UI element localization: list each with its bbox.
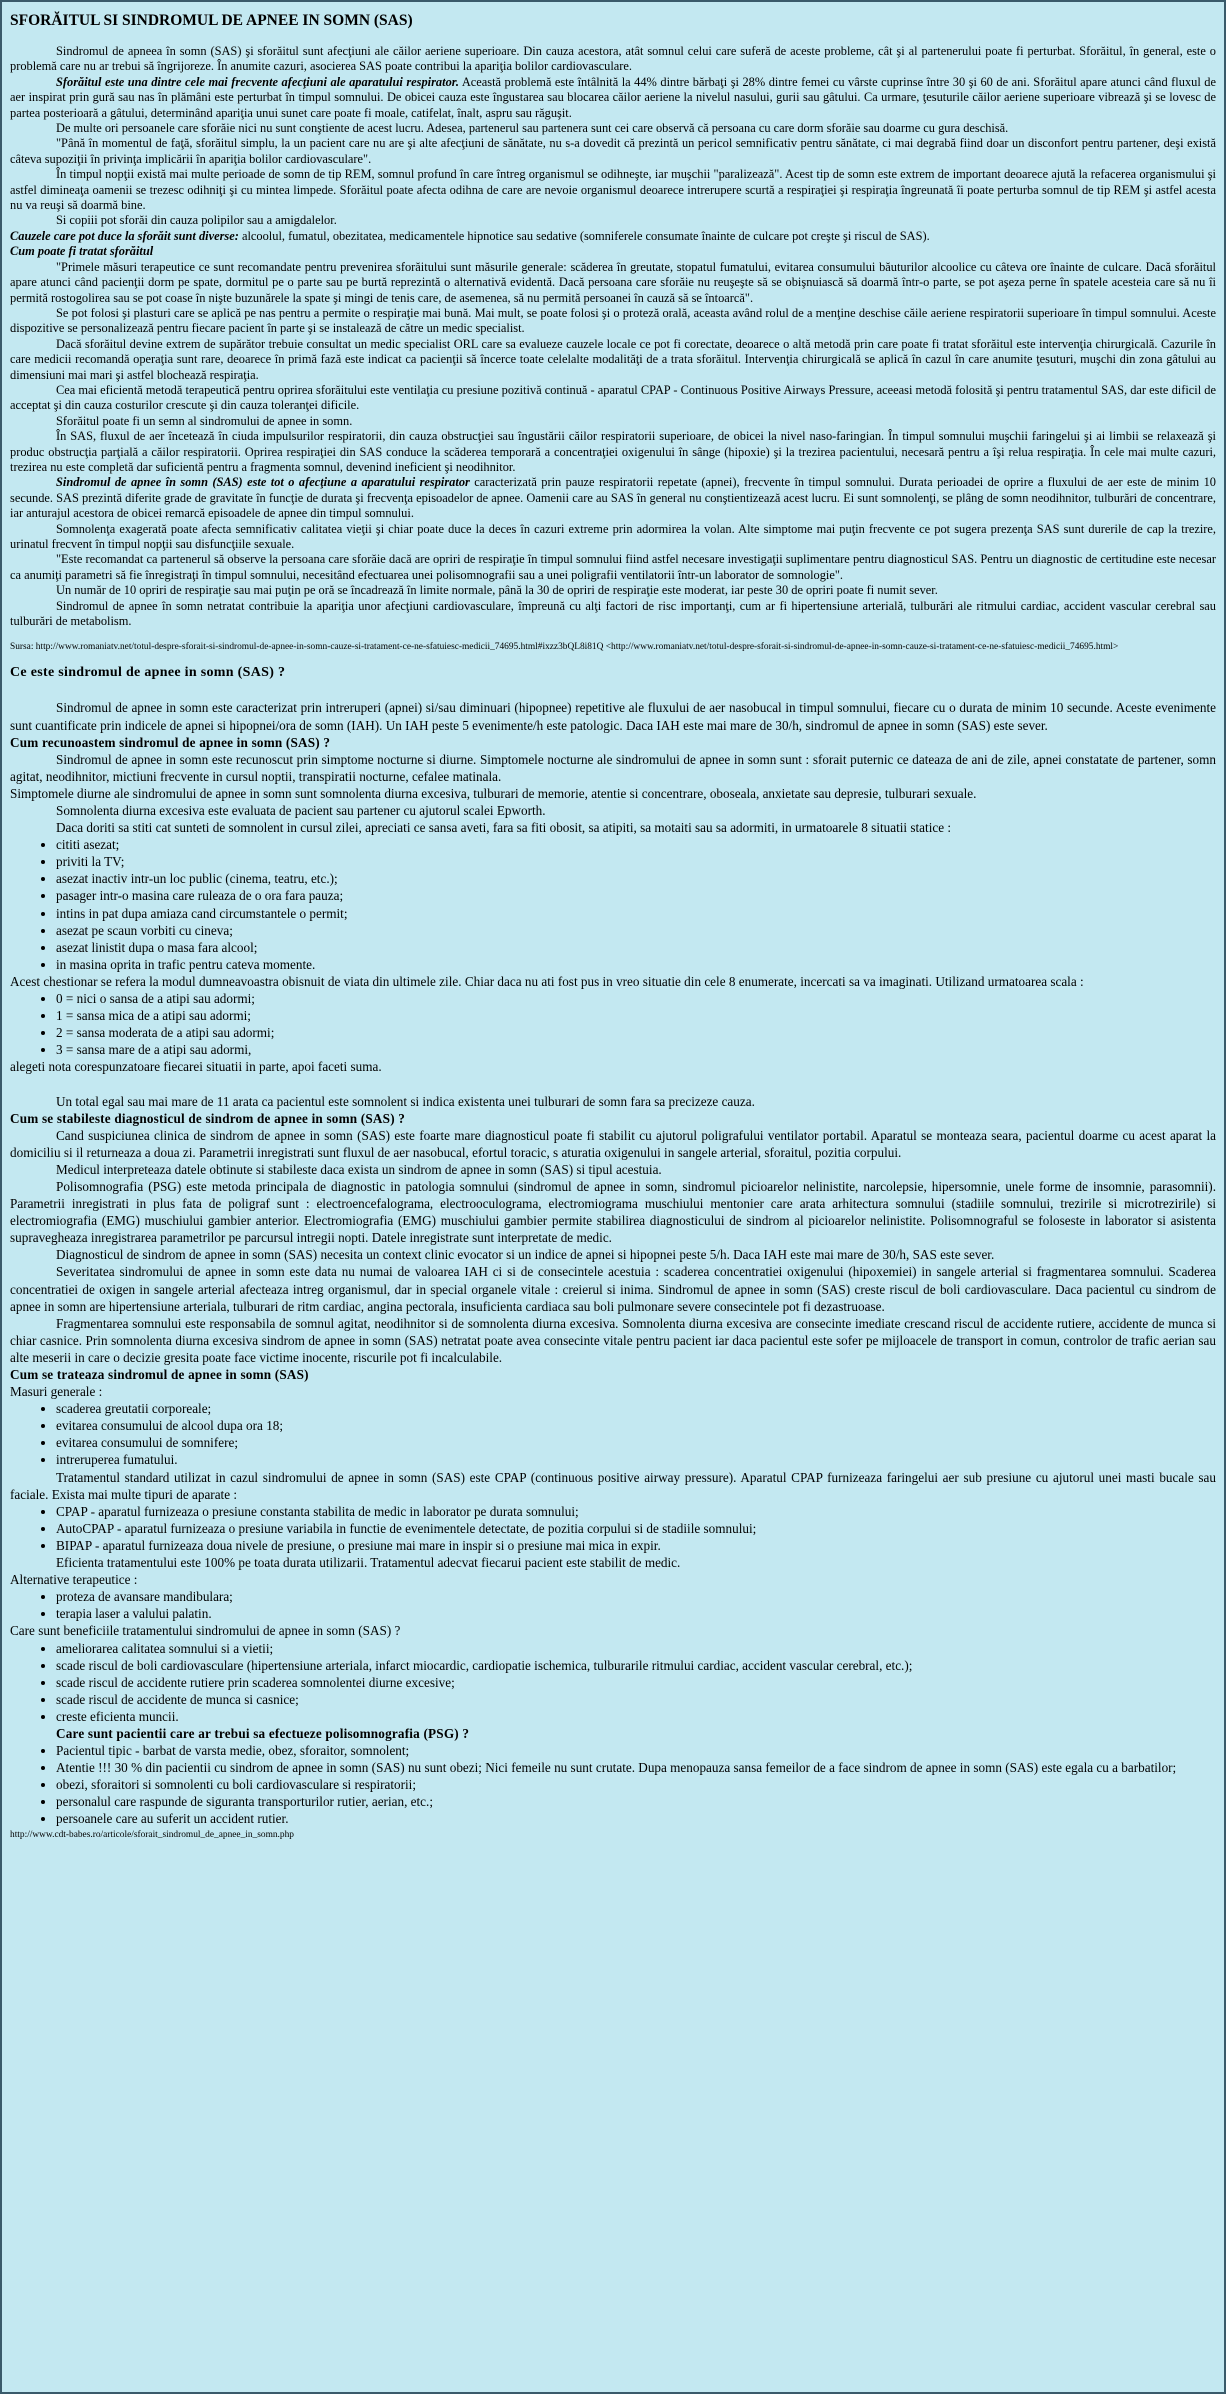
paragraph: Acest chestionar se refera la modul dumneavoastra obisnuit de viata din ultimele zile. Chiar daca nu ati fost pus in vreo situatie din cele 8 enumerate, incercati sa va imaginati. Utilizand urmatoarea scala : [10,973,1084,989]
footer-source-link[interactable]: http://www.cdt-babes.ro/articole/sforait_sindromul_de_apnee_in_somn.php [10,1829,294,1840]
paragraph: Polisomnografia (PSG) este metoda principala de diagnostic in patologia somnului (sindromul de apnee in somn, sindromul picioarelor nelinistite, narcolepsie, hipersomnie, unele forme de insomnie, parasomnii). Parametrii inregistrati in plus fata de poligraf sunt : electroencefalograma, electrooculograma, electromiograma muschiului mentonier care arata arhitectura somnului (stadiile somnului, trezirile si microtrezirile) si electromiografia (EMG) muschiului gambier anterior. Electromiografia (EMG) muschiului gambier permite stabilirea diagnosticului de sindrom al picioarelor nelinistite. Polisomnograful se foloseste in laborator si asistenta supravegheaza inregistrarea parametrilor pe parcursul intregii nopti. Datele inregistrate sunt interpretate de medic. [10,1178,1216,1246]
list-item: • 0 = nici o sansa de a atipi sau adormi; [56,990,1216,1007]
list-item: • AutoCPAP - aparatul furnizeaza o presiune variabila in functie de evenimentele detectate, de pozitia corpului si de stadiile somnului; [56,1520,1216,1537]
list-item: • creste eficienta muncii. [56,1708,1216,1725]
paragraph: În timpul nopţii există mai multe perioade de somn de tip REM, somnul profund în care întreg organismul se odihneşte, iar muşchii "paralizează". Acest tip de somn este extrem de important deoarece ajută la refacerea organismului şi astfel dimineaţa oamenii se trezesc odihniţi şi cu mintea limpede. Sforăitul poate afecta odihna de care are nevoie organismul deoarece intrerupere scurtă a respiraţiei şi respiraţia îngreunată îi poate perturba somnul de tip REM şi astfel acesta nu va reuşi să doarmă bine. [10,167,1216,213]
paragraph-text: alcoolul, fumatul, obezitatea, medicamentele hipnotice sau sedative (somniferele consumate înainte de culcare pot creşte şi riscul de SAS). [238,228,930,243]
situations-list [10,836,1216,973]
list-item: • obezi, sforaitori si somnolenti cu boli cardiovasculare si respiratorii; [56,1776,1216,1793]
list-item: • cititi asezat; [56,836,1216,853]
list-item: • intins in pat dupa amiaza cand circumstantele o permit; [56,905,1216,922]
paragraph: În SAS, fluxul de aer încetează în ciuda impulsurilor respiratorii, din cauza obstrucţiei sau îngustării căilor respiratorii superioare, de obicei la nivel naso-faringian. În timpul somnului muşchii faringelui şi ai limbii se relaxează şi produc obstrucţia parţială a căilor respiratorii. Oprirea respiraţiei din SAS conduce la scăderea temporară a concentraţiei oxigenului în sânge (hipoxie) şi la trezirea pacientului, necesară pentru a îşi relua respiraţia. În cele mai multe cazuri, trezirea nu este completă dar suficientă pentru a fragmenta somnul, devenind ineficient şi neodihnitor. [10,429,1216,474]
paragraph: Sindromul de apnee in somn este caracterizat prin intreruperi (apnei) si/sau diminuari (hipopnee) repetitive ale fluxului de aer nasobucal in timpul somnului, fiecare cu o durata de minim 10 secunde. Aceste evenimente sunt cuantificate prin indicele de apnei si hipopnei/ora de somn (IAH). Un IAH peste 5 evenimente/h este patologic. Daca IAH este mai mare de 30/h, sindromul de apnee in somn (SAS) este sever. [10,700,1216,733]
section-heading: Cum poate fi tratat sforăitul [10,244,154,259]
list-item: • persoanele care au suferit un accident rutier. [56,1810,1216,1827]
paragraph: Un număr de 10 opriri de respiraţie sau mai puţin pe oră se încadrează în limite normale, până la 30 de opriri de respiraţie este moderat, iar peste 30 de opriri poate fi numit sever. [56,583,938,598]
paragraph: Cea mai eficientă metodă terapeutică pentru oprirea sforăitului este ventilaţia cu presiune pozitivă continuă - aparatul CPAP - Continuous Positive Airways Pressure, aceeasi metodă folosită şi pentru tratamentul SAS, dar este dificil de acceptat şi din cauza costurilor crescute şi din cauza toleranţei dificile. [10,382,1216,413]
list-item: • Pacientul tipic - barbat de varsta medie, obez, sforaitor, somnolent; [56,1742,1216,1759]
list-item: • personalul care raspunde de siguranta transporturilor rutier, aerian, etc.; [56,1793,1216,1810]
emphasis-text: Sforăitul este una dintre cele mai frecvente afecţiuni ale aparatului respirator. [56,74,459,89]
list-label: Care sunt beneficiile tratamentului sindromului de apnee in somn (SAS) ? [10,1623,401,1639]
paragraph: Si copiii pot sforăi din cauza polipilor sau a amigdalelor. [56,213,337,228]
quote-paragraph: "Este recomandat ca partenerul să observe la persoana care sforăie dacă are opriri de respiraţie în timpul somnului fiind astfel necesare investigaţii suplimentare pentru diagnosticul SAS. Pentru un diagnostic de certitudine este necesar ca anumiţi parametri să fie înregistraţi în timpul somnului, necesitând efectuarea unei polisomnografii sau a unei poligrafii ventilatorii într-un laborator de somnologie". [10,552,1216,582]
paragraph: Se pot folosi şi plasturi care se aplică pe nas pentru a permite o respiraţie mai bună. Mai mult, se poate folosi şi o proteză orală, aceasta având rolul de a menţine deschise căile aeriene respiratorii superioare în timpul somnului. Aceste dispozitive se personalizează pentru fiecare pacient în parte şi se instalează de către un medic specialist. [10,305,1216,336]
article-sas [10,699,1216,1827]
spacer [10,1076,1216,1093]
list-item: • evitarea consumului de alcool dupa ora 18; [56,1417,1216,1434]
paragraph: De multe ori persoanele care sforăie nici nu sunt conştiente de acest lucru. Adesea, partenerul sau partenera sunt cei care observă că persoana cu care dorm sforăie sau doarme cu gura deschisă. [56,121,1009,136]
paragraph: Sindromul de apneea în somn (SAS) şi sforăitul sunt afecţiuni ale căilor aeriene superioare. Din cauza acestora, atât somnul celui care suferă de aceste probleme, cât şi al partenerului poate fi perturbat. Sforăitul, în general, este o problemă care nu ar trebui să îngrijoreze. În anumite cazuri, asocierea SAS poate contribui la apariţia bolilor cardiovasculare. [10,44,1216,74]
list-item: • terapia laser a valului palatin. [56,1605,1216,1622]
list-item: • BIPAP - aparatul furnizeaza doua nivele de presiune, o presiune mai mare in inspir si o presiune mai mica in expir. [56,1537,1216,1554]
paragraph: Medicul interpreteaza datele obtinute si stabileste daca exista un sindrom de apnee in somn (SAS) si tipul acestuia. [56,1161,662,1177]
list-label: Alternative terapeutice : [10,1572,138,1588]
list-item: • 3 = sansa mare de a atipi sau adormi, [56,1041,1216,1058]
paragraph: Eficienta tratamentului este 100% pe toata durata utilizarii. Tratamentul adecvat fiecarui pacient este stabilit de medic. [56,1555,681,1571]
document-content [10,12,1216,1841]
list-item: • CPAP - aparatul furnizeaza o presiune constanta stabilita de medic in laborator pe durata somnului; [56,1503,1216,1520]
article-snoring [10,44,1216,629]
list-item: • scade riscul de accidente rutiere prin scaderea somnolentei diurne excesive; [56,1674,1216,1691]
paragraph: Dacă sforăitul devine extrem de supărător trebuie consultat un medic specialist ORL care sa evalueze cauzele locale ce pot fi corectate, deoarece o altă metodă prin care poate fi tratat sforăitul este intervenţia chirurgicală. Cazurile în care medicii recomandă operaţia sunt rare, deoarece în primă fază este indicat ca pacienţii să încerce toate celelalte modalităţi de a trata sforăitul. Intervenţia chirurgicală se aplică în cazul în care anumite ţesuturi, muşchi din zona gâtului au dimensiuni mai mari şi astfel blochează respiraţia. [10,336,1216,382]
paragraph: Somnolenta diurna excesiva este evaluata de pacient sau partener cu ajutorul scalei Epworth. [56,803,546,818]
list-item: • priviti la TV; [56,853,1216,870]
paragraph: Daca doriti sa stiti cat sunteti de somnolent in cursul zilei, apreciati ce sansa aveti, fara sa fiti obosit, sa atipiti, sa motaiti sau sa adormiti, in urmatoarele 8 situatii statice : [56,820,952,836]
paragraph: Sforăitul poate fi un semn al sindromului de apnee in somn. [56,413,353,428]
paragraph: Sindromul de apnee în somn netratat contribuie la apariţia unor afecţiuni cardiovasculare, împreună cu alţi factori de risc importanţi, cum ar fi hipertensiune arterială, tulburări ale ritmului cardiac, accident vascular cerebral sau tulburări de metabolism. [10,598,1216,629]
source-link[interactable]: Sursa: http://www.romaniatv.net/totul-despre-sforait-si-sindromul-de-apnee-in-somn-cauze-si-tratament-ce-ne-sfatuiesc-medicii_74695.html#ixzz3bQL8i81Q <http://www.romaniatv.net/totul-despre-sforait-si-sindromul-de-apnee-in-somn-cauze-si-tratament-ce-ne-sfatuiesc-medicii_74695.html> [10,642,1119,653]
list-item: • in masina oprita in trafic pentru cateva momente. [56,956,1216,973]
list-item: • scaderea greutatii corporeale; [56,1400,1216,1417]
paragraph: Simptomele diurne ale sindromului de apnee in somn sunt somnolenta diurna excesiva, tulburari de memorie, atentie si concentrare, oboseala, anxietate sau depresie, tulburari sexuale. [10,785,977,801]
scale-list [10,990,1216,1058]
benefits-list [10,1640,1216,1725]
section-heading: Cum recunoastem sindromul de apnee in somn (SAS) ? [10,734,331,750]
paragraph: Diagnosticul de sindrom de apnee in somn (SAS) necesita un context clinic evocator si un indice de apnei si hipopnei peste 5/h. Daca IAH este mai mare de 30/h, SAS este sever. [56,1247,995,1263]
list-item: • asezat inactiv intr-un loc public (cinema, teatru, etc.); [56,870,1216,887]
devices-list [10,1503,1216,1554]
list-label: Masuri generale : [10,1384,103,1400]
section-heading: Ce este sindromul de apnee in somn (SAS) ? [10,665,286,681]
list-item: • asezat pe scaun vorbiti cu cineva; [56,922,1216,939]
paragraph: Somnolenţa exagerată poate afecta semnificativ calitatea vieţii şi chiar poate duce la deces în cazuri extreme prin adormirea la volan. Alte simptome mai puţin frecvente ce pot sugera prezenţa SAS sunt durerile de cap la trezire, urinatul frecvent în timpul nopţii sau disfuncţiile sexuale. [10,521,1216,551]
quote-paragraph: "Până în momentul de faţă, sforăitul simplu, la un pacient care nu are şi alte afecţiuni de sănătate, nu s-a dovedit că prezintă un pericol semnificativ pentru sănătate, ci mai degrabă fiind doar un disconfort pentru partener, deşi există câteva supoziţii în privinţa implicării în apariţia bolilor cardiovasculare". [10,136,1216,166]
paragraph [10,475,1216,521]
article-title: SFORĂITUL SI SINDROMUL DE APNEE IN SOMN (SAS) [10,12,413,29]
paragraph: alegeti nota corespunzatoare fiecarei situatii in parte, apoi faceti suma. [10,1059,382,1075]
list-item: • proteza de avansare mandibulara; [56,1588,1216,1605]
paragraph-text: caracterizată prin pauze respiratorii repetate (apnei), frecvente în timpul somnului. Durata perioadei de oprire a fluxului de aer este de minim 10 secunde. SAS prezintă diferite grade de gravitate în funcţie de durata şi frecvenţa episoadelor de apnee. Oamenii care au SAS în general nu conştientizează acest lucru. Ei sunt somnolenţi, se plâng de somn neodihnitor, tulburări de concentrare, iar anturajul acestora de obicei remarcă episoadele de apnee din timpul somnului. [10,475,1216,521]
paragraph: Un total egal sau mai mare de 11 arata ca pacientul este somnolent si indica existenta unei tulburari de somn fara sa precizeze cauza. [56,1093,755,1109]
paragraph: Sindromul de apnee in somn este recunoscut prin simptome nocturne si diurne. Simptomele nocturne ale sindromului de apnee in somn sunt : sforait puternic ce dateaza de ani de zile, apnei constatate de partener, somn agitat, neodihnitor, mictiuni frecvente in cursul noptii, transpiratii nocturne, cefalee matinala. [10,751,1216,784]
emphasis-text: Sindromul de apnee în somn (SAS) este tot o afecţiune a aparatului respirator [56,475,470,490]
list-item: • pasager intr-o masina care ruleaza de o ora fara pauza; [56,887,1216,904]
list-item: • ameliorarea calitatea somnului si a vietii; [56,1640,1216,1657]
section-heading: Cum se stabileste diagnosticul de sindrom de apnee in somn (SAS) ? [10,1110,406,1126]
list-item: • Atentie !!! 30 % din pacientii cu sindrom de apnee in somn (SAS) nu sunt obezi; Nici femeile nu sunt crutate. Dupa menopauza sansa femeilor de a face sindrom de apnee in somn (SAS) este egala cu a barbatilor; [56,1759,1216,1776]
paragraph-text: Această problemă este întâlnită la 44% dintre bărbaţi şi 28% dintre femei cu vârste cuprinse între 30 şi 60 de ani. Sforăitul apare atunci când fluxul de aer inspirat prin gură sau nas în plămâni este perturbat în timpul somnului. De obicei cauza este îngustarea sau blocarea căilor aeriene la nivelul nasului, gurii sau gâtului. Ca urmare, ţesuturile căilor aeriene superioare vibrează şi se lovesc de partea posterioară a gâtului, determinând apariţia unui sunet care poate fi moale, catifelat, înalt, aspru sau răguşit. [10,74,1216,120]
paragraph: Tratamentul standard utilizat in cazul sindromului de apnee in somn (SAS) este CPAP (continuous positive airway pressure). Aparatul CPAP furnizeaza faringelui aer sub presiune cu ajutorul unei masti bucale sau faciale. Exista mai multe tipuri de aparate : [10,1469,1216,1502]
section-heading: Care sunt pacientii care ar trebui sa efectueze polisomnografia (PSG) ? [56,1725,470,1741]
paragraph [10,75,1216,121]
list-item: • 1 = sansa mica de a atipi sau adormi; [56,1007,1216,1024]
list-item: • asezat linistit dupa o masa fara alcool; [56,939,1216,956]
list-item: • evitarea consumului de somnifere; [56,1434,1216,1451]
quote-paragraph: "Primele măsuri terapeutice ce sunt recomandate pentru prevenirea sforăitului sunt măsurile generale: scăderea în greutate, stopatul fumatului, evitarea consumului băuturilor alcoolice cu câteva ore înainte de culcare. Dacă sforăitul apare atunci când pacienţii dorm pe spate, dormitul pe o parte sau pe burtă reprezintă o alternativă evidentă. Dacă persoana care sforăie nu reuşeşte să se obişnuiască să doarmă într-o parte, se pot aşeza perne în spatele acesteia care să nu îi permită rostogolirea sau se pot coase în nişte buzunărele la spate şi mingi de tenis care, de asemenea, să nu permită persoanei în cauză să se întoarcă". [10,259,1216,305]
psg-candidates-list [10,1742,1216,1827]
alternatives-list [10,1588,1216,1622]
section-heading: Cum se trateaza sindromul de apnee in somn (SAS) [10,1367,309,1382]
paragraph [10,229,1216,244]
list-item: • intreruperea fumatului. [56,1451,1216,1468]
list-item: • scade riscul de boli cardiovasculare (hipertensiune arteriala, infarct miocardic, cardiopatie ischemica, tulburarile ritmului cardiac, accident vascular cerebral, etc.); [56,1657,1216,1674]
paragraph: Fragmentarea somnului este responsabila de somnul agitat, neodihnitor si de somnolenta diurna excesiva. Somnolenta diurna excesiva are consecinte imediate crescand riscul de accidente rutiere, accidente de munca si chiar casnice. Prin somnolenta diurna excesiva sindrom de apnee in somn (SAS) netratat poate avea consecinte vitale pentru pacient iar daca pacientul este sofer pe mijloacele de transport in comun, controlor de trafic aerian sau alte meserii in care o decizie gresita poate face victime inocente, riscurile pot fi incalculabile. [10,1315,1216,1365]
list-item: • 2 = sansa moderata de a atipi sau adormi; [56,1024,1216,1041]
paragraph: Severitatea sindromului de apnee in somn este data nu numai de valoarea IAH ci si de consecintele acestuia : scaderea concentratiei oxigenului (hipoxemiei) in sangele arterial si fragmentarea somnului. Scaderea concentratiei de oxigen in sangele arterial afecteaza intreg organismul, dar in special organele vitale : creierul si inima. Sindromul de apnee in somn (SAS) creste riscul de boli cardiovasculare. Daca pacientul cu sindrom de apnee in somn are hipertensiune arteriala, tulburari de ritm cardiac, angina pectorala, insuficienta cardiaca sau boli pulmonare severe consecintele pot fi dezastruoase. [10,1264,1216,1314]
paragraph: Cand suspiciunea clinica de sindrom de apnee in somn (SAS) este foarte mare diagnosticul poate fi stabilit cu ajutorul poligrafului ventilator portabil. Aparatul se monteaza seara, pacientul doarme cu acest aparat la domiciliu si il returneaza a doua zi. Parametrii inregistrati sunt fluxul de aer nasobucal, efortul toracic, s aturatia oxigenului in sangele arterial, sforaitul, pozitia corpului. [10,1127,1216,1160]
emphasis-text: Cauzele care pot duce la sforăit sunt diverse: [10,228,239,243]
general-measures-list [10,1400,1216,1468]
list-item: • scade riscul de accidente de munca si casnice; [56,1691,1216,1708]
